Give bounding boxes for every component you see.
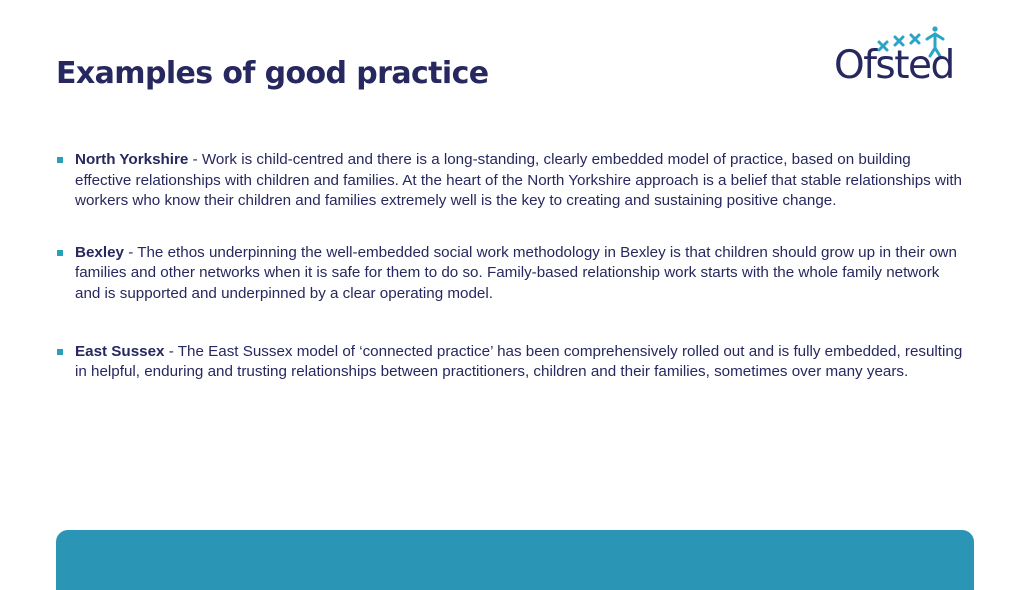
item-text: - The ethos underpinning the well-embedded social work methodology in Bexley is that children should grow up in their own families and other networks when it is safe for them to do so. Family-based relationship work starts with the whole family network and is supported and underpinned by a clear operating model. [75,243,957,302]
square-bullet-icon [57,349,63,355]
item-name: Bexley [75,243,124,261]
practice-list [56,150,966,383]
item-text: - The East Sussex model of ‘connected practice’ has been comprehensively rolled out and is fully embedded, resulting in helpful, enduring and trusting relationships between practitioners, children and their families, sometimes over many years. [75,342,963,381]
ofsted-logo [828,24,962,96]
item-name: East Sussex [75,342,165,360]
logo-wordmark: Ofsted [834,43,954,88]
list-item-north-yorkshire [56,150,966,212]
square-bullet-icon [57,157,63,163]
square-bullet-icon [57,250,63,256]
list-item-east-sussex [56,342,966,383]
list-item-bexley [56,243,966,305]
footer-bar [56,530,974,590]
page-title: Examples of good practice [56,56,489,91]
item-text: - Work is child-centred and there is a long-standing, clearly embedded model of practice, based on building effective relationships with children and families. At the heart of the North Yorkshire approach is a belief that stable relationships with workers who know their children and families extremely well is the key to creating and sustaining positive change. [75,151,962,210]
item-name: North Yorkshire [75,151,189,168]
